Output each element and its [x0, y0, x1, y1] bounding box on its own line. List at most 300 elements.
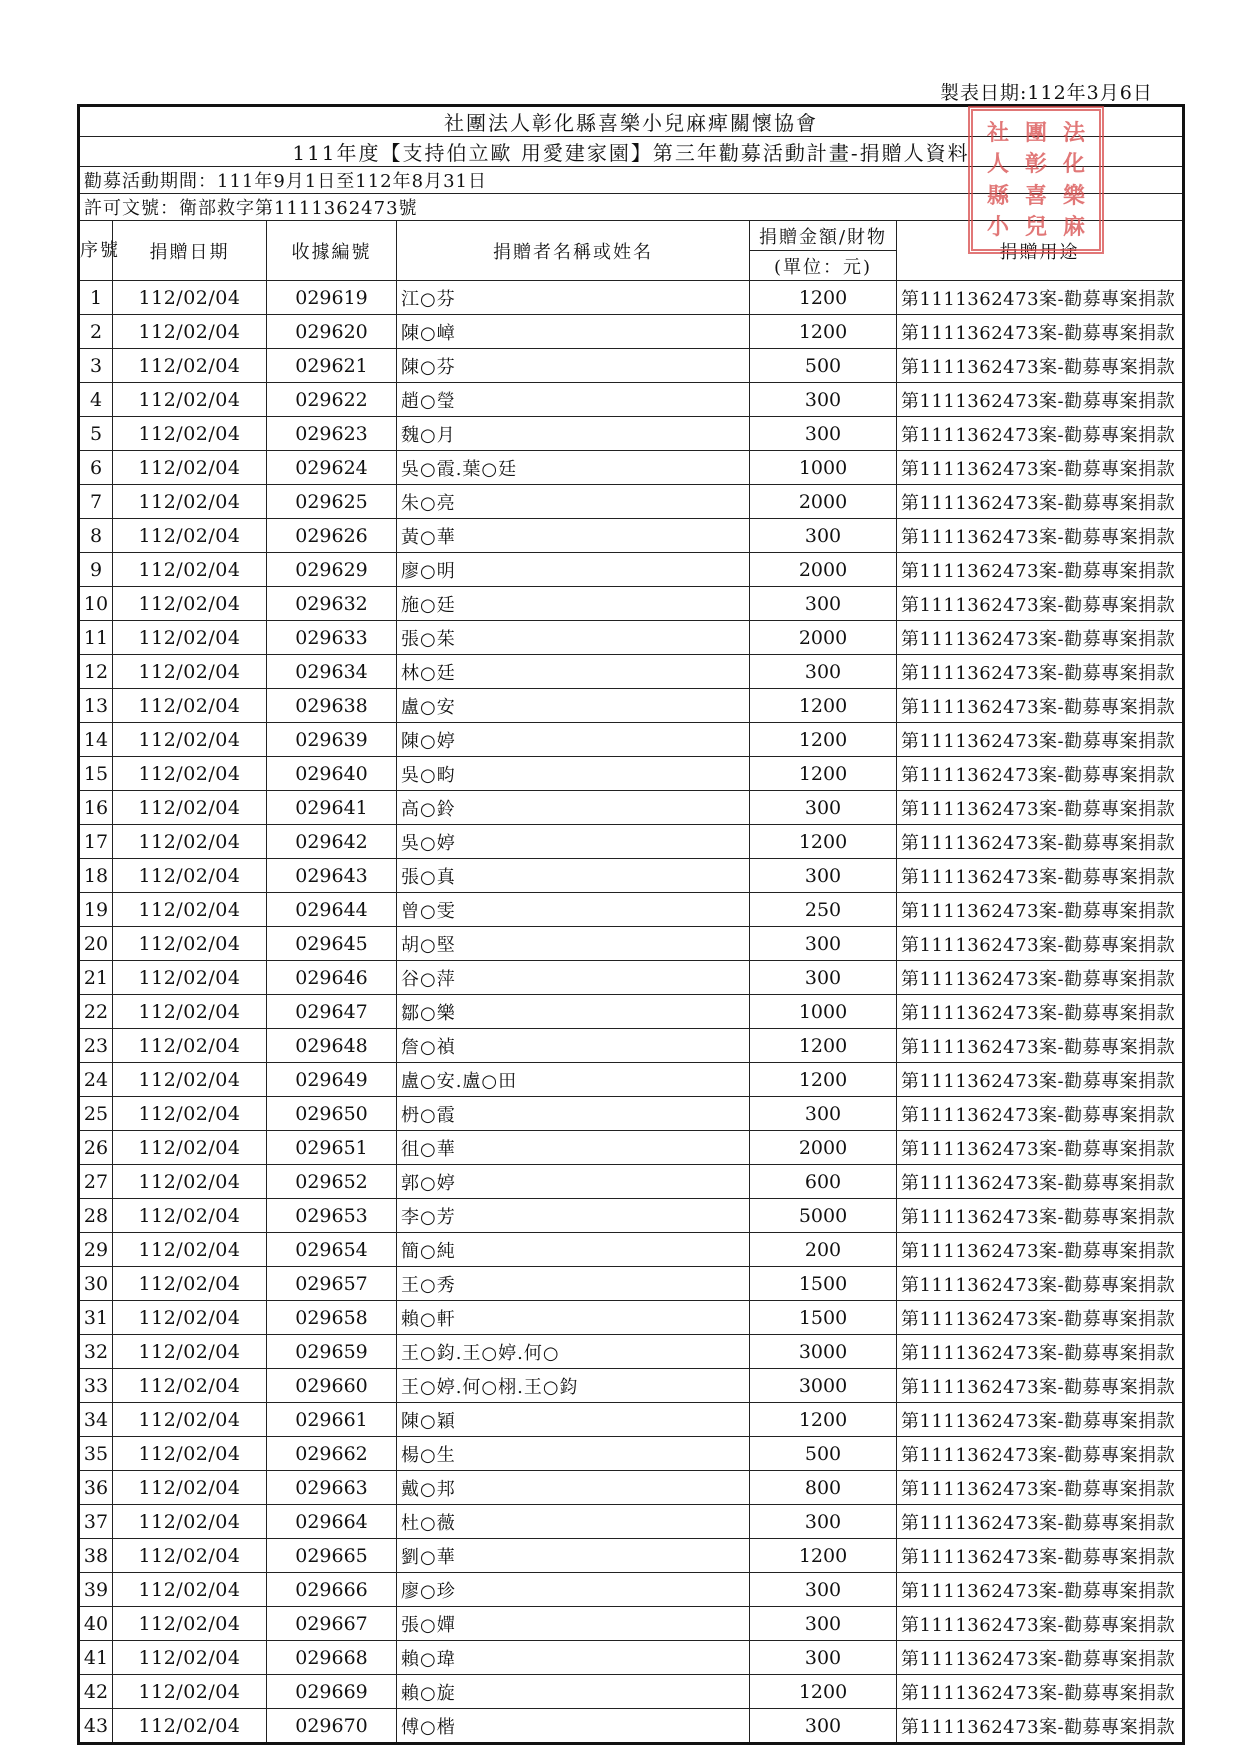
row-date: 112/02/04 — [113, 1097, 267, 1131]
row-seq: 19 — [79, 893, 113, 927]
row-date: 112/02/04 — [113, 1641, 267, 1675]
row-donor-name: 徂○華 — [397, 1131, 750, 1165]
seal-char: 人 — [986, 151, 1009, 178]
row-amount: 1200 — [750, 281, 897, 315]
table-row — [79, 1335, 1184, 1369]
row-purpose: 第1111362473案-勸募專案捐款 — [897, 1267, 1184, 1301]
row-purpose: 第1111362473案-勸募專案捐款 — [897, 1131, 1184, 1165]
row-amount: 300 — [750, 1097, 897, 1131]
row-amount: 1500 — [750, 1267, 897, 1301]
row-seq: 24 — [79, 1063, 113, 1097]
table-row — [79, 451, 1184, 485]
row-receipt: 029653 — [267, 1199, 397, 1233]
table-row — [79, 1505, 1184, 1539]
row-seq: 34 — [79, 1403, 113, 1437]
seal-char: 喜 — [1024, 182, 1047, 209]
row-purpose: 第1111362473案-勸募專案捐款 — [897, 1165, 1184, 1199]
table-row — [79, 587, 1184, 621]
row-receipt: 029623 — [267, 417, 397, 451]
row-amount: 300 — [750, 519, 897, 553]
header-seq-label: 序號 — [80, 239, 120, 261]
row-seq: 3 — [79, 349, 113, 383]
table-row — [79, 893, 1184, 927]
table-row — [79, 1267, 1184, 1301]
table-row — [79, 621, 1184, 655]
row-seq: 27 — [79, 1165, 113, 1199]
row-donor-name: 賴○旋 — [397, 1675, 750, 1709]
row-receipt: 029624 — [267, 451, 397, 485]
row-receipt: 029634 — [267, 655, 397, 689]
row-amount: 300 — [750, 383, 897, 417]
table-row — [79, 1165, 1184, 1199]
table-row — [79, 1607, 1184, 1641]
row-donor-name: 賴○瑋 — [397, 1641, 750, 1675]
row-receipt: 029668 — [267, 1641, 397, 1675]
donor-sheet — [77, 104, 1182, 1745]
row-receipt: 029640 — [267, 757, 397, 791]
row-date: 112/02/04 — [113, 995, 267, 1029]
row-purpose: 第1111362473案-勸募專案捐款 — [897, 1437, 1184, 1471]
table-row — [79, 315, 1184, 349]
table-row — [79, 1233, 1184, 1267]
row-seq: 32 — [79, 1335, 113, 1369]
row-donor-name: 張○茱 — [397, 621, 750, 655]
row-donor-name: 廖○珍 — [397, 1573, 750, 1607]
row-date: 112/02/04 — [113, 1607, 267, 1641]
row-amount: 1200 — [750, 1675, 897, 1709]
row-date: 112/02/04 — [113, 1437, 267, 1471]
row-seq: 9 — [79, 553, 113, 587]
row-seq: 40 — [79, 1607, 113, 1641]
row-receipt: 029654 — [267, 1233, 397, 1267]
seal-char: 團 — [1024, 119, 1047, 146]
row-receipt: 029667 — [267, 1607, 397, 1641]
row-amount: 300 — [750, 1573, 897, 1607]
row-receipt: 029629 — [267, 553, 397, 587]
row-seq: 7 — [79, 485, 113, 519]
row-amount: 1200 — [750, 1403, 897, 1437]
row-date: 112/02/04 — [113, 1573, 267, 1607]
row-receipt: 029639 — [267, 723, 397, 757]
row-donor-name: 林○廷 — [397, 655, 750, 689]
table-row — [79, 825, 1184, 859]
row-purpose: 第1111362473案-勸募專案捐款 — [897, 1369, 1184, 1403]
row-date: 112/02/04 — [113, 723, 267, 757]
row-receipt: 029650 — [267, 1097, 397, 1131]
row-purpose: 第1111362473案-勸募專案捐款 — [897, 893, 1184, 927]
row-date: 112/02/04 — [113, 519, 267, 553]
row-donor-name: 李○芳 — [397, 1199, 750, 1233]
row-seq: 18 — [79, 859, 113, 893]
org-title: 社團法人彰化縣喜樂小兒麻痺關懷協會 — [79, 106, 1184, 137]
row-donor-name: 傅○楷 — [397, 1709, 750, 1744]
row-receipt: 029660 — [267, 1369, 397, 1403]
row-date: 112/02/04 — [113, 417, 267, 451]
row-amount: 2000 — [750, 621, 897, 655]
row-amount: 300 — [750, 791, 897, 825]
row-receipt: 029649 — [267, 1063, 397, 1097]
row-receipt: 029658 — [267, 1301, 397, 1335]
row-receipt: 029647 — [267, 995, 397, 1029]
row-amount: 3000 — [750, 1335, 897, 1369]
seal-char: 社 — [986, 119, 1009, 146]
row-amount: 300 — [750, 1607, 897, 1641]
seal-char: 彰 — [1024, 151, 1047, 178]
seal-char: 法 — [1062, 119, 1085, 146]
row-purpose: 第1111362473案-勸募專案捐款 — [897, 553, 1184, 587]
row-receipt: 029662 — [267, 1437, 397, 1471]
row-donor-name: 江○芬 — [397, 281, 750, 315]
row-purpose: 第1111362473案-勸募專案捐款 — [897, 1641, 1184, 1675]
row-date: 112/02/04 — [113, 587, 267, 621]
row-amount: 300 — [750, 1641, 897, 1675]
row-date: 112/02/04 — [113, 655, 267, 689]
table-row — [79, 1301, 1184, 1335]
row-receipt: 029651 — [267, 1131, 397, 1165]
row-seq: 37 — [79, 1505, 113, 1539]
row-seq: 12 — [79, 655, 113, 689]
row-amount: 1200 — [750, 757, 897, 791]
row-donor-name: 盧○安 — [397, 689, 750, 723]
row-date: 112/02/04 — [113, 1301, 267, 1335]
row-donor-name: 施○廷 — [397, 587, 750, 621]
row-seq: 16 — [79, 791, 113, 825]
row-receipt: 029633 — [267, 621, 397, 655]
row-seq: 43 — [79, 1709, 113, 1744]
row-amount: 300 — [750, 1505, 897, 1539]
table-row — [79, 1369, 1184, 1403]
row-donor-name: 杜○薇 — [397, 1505, 750, 1539]
row-receipt: 029652 — [267, 1165, 397, 1199]
table-row — [79, 553, 1184, 587]
row-date: 112/02/04 — [113, 1403, 267, 1437]
row-donor-name: 谷○萍 — [397, 961, 750, 995]
row-purpose: 第1111362473案-勸募專案捐款 — [897, 281, 1184, 315]
table-row — [79, 689, 1184, 723]
table-row — [79, 1471, 1184, 1505]
header-purpose: 捐贈用途 — [897, 221, 1184, 281]
row-donor-name: 鄒○樂 — [397, 995, 750, 1029]
row-amount: 200 — [750, 1233, 897, 1267]
seal-char: 麻 — [1062, 214, 1085, 241]
row-amount: 500 — [750, 1437, 897, 1471]
table-row — [79, 791, 1184, 825]
row-date: 112/02/04 — [113, 621, 267, 655]
row-date: 112/02/04 — [113, 1267, 267, 1301]
row-purpose: 第1111362473案-勸募專案捐款 — [897, 655, 1184, 689]
row-amount: 1200 — [750, 825, 897, 859]
row-receipt: 029670 — [267, 1709, 397, 1744]
row-amount: 1200 — [750, 1063, 897, 1097]
row-seq: 2 — [79, 315, 113, 349]
row-purpose: 第1111362473案-勸募專案捐款 — [897, 1471, 1184, 1505]
row-receipt: 029643 — [267, 859, 397, 893]
row-purpose: 第1111362473案-勸募專案捐款 — [897, 791, 1184, 825]
header-date: 捐贈日期 — [113, 221, 267, 281]
row-donor-name: 曾○雯 — [397, 893, 750, 927]
row-purpose: 第1111362473案-勸募專案捐款 — [897, 1675, 1184, 1709]
row-amount: 300 — [750, 961, 897, 995]
row-amount: 300 — [750, 1709, 897, 1744]
row-amount: 600 — [750, 1165, 897, 1199]
row-purpose: 第1111362473案-勸募專案捐款 — [897, 723, 1184, 757]
header-donor: 捐贈者名稱或姓名 — [397, 221, 750, 281]
row-receipt: 029648 — [267, 1029, 397, 1063]
row-receipt: 029638 — [267, 689, 397, 723]
table-row — [79, 995, 1184, 1029]
table-row — [79, 859, 1184, 893]
row-receipt: 029664 — [267, 1505, 397, 1539]
row-seq: 42 — [79, 1675, 113, 1709]
row-donor-name: 高○鈴 — [397, 791, 750, 825]
table-row — [79, 757, 1184, 791]
table-row — [79, 281, 1184, 315]
row-seq: 29 — [79, 1233, 113, 1267]
row-purpose: 第1111362473案-勸募專案捐款 — [897, 1063, 1184, 1097]
row-date: 112/02/04 — [113, 315, 267, 349]
row-seq: 22 — [79, 995, 113, 1029]
row-receipt: 029666 — [267, 1573, 397, 1607]
row-donor-name: 陳○芬 — [397, 349, 750, 383]
row-date: 112/02/04 — [113, 1709, 267, 1744]
row-date: 112/02/04 — [113, 1335, 267, 1369]
plan-title: 111年度【支持伯立歐 用愛建家園】第三年勸募活動計畫-捐贈人資料 — [79, 137, 1184, 167]
row-seq: 20 — [79, 927, 113, 961]
row-date: 112/02/04 — [113, 859, 267, 893]
row-amount: 300 — [750, 587, 897, 621]
table-row — [79, 1437, 1184, 1471]
row-purpose: 第1111362473案-勸募專案捐款 — [897, 1335, 1184, 1369]
row-receipt: 029620 — [267, 315, 397, 349]
table-row — [79, 1641, 1184, 1675]
row-donor-name: 趙○瑩 — [397, 383, 750, 417]
row-seq: 21 — [79, 961, 113, 995]
row-donor-name: 陳○穎 — [397, 1403, 750, 1437]
row-seq: 33 — [79, 1369, 113, 1403]
row-purpose: 第1111362473案-勸募專案捐款 — [897, 1607, 1184, 1641]
row-receipt: 029657 — [267, 1267, 397, 1301]
row-date: 112/02/04 — [113, 825, 267, 859]
row-seq: 11 — [79, 621, 113, 655]
row-purpose: 第1111362473案-勸募專案捐款 — [897, 349, 1184, 383]
table-row — [79, 1709, 1184, 1744]
seal-char: 兒 — [1024, 214, 1047, 241]
row-seq: 6 — [79, 451, 113, 485]
table-row — [79, 927, 1184, 961]
row-purpose: 第1111362473案-勸募專案捐款 — [897, 485, 1184, 519]
row-date: 112/02/04 — [113, 1675, 267, 1709]
row-date: 112/02/04 — [113, 791, 267, 825]
row-purpose: 第1111362473案-勸募專案捐款 — [897, 1233, 1184, 1267]
seal-char: 化 — [1062, 151, 1085, 178]
row-date: 112/02/04 — [113, 1505, 267, 1539]
row-donor-name: 黃○華 — [397, 519, 750, 553]
row-amount: 2000 — [750, 1131, 897, 1165]
row-amount: 1000 — [750, 995, 897, 1029]
table-row — [79, 655, 1184, 689]
row-purpose: 第1111362473案-勸募專案捐款 — [897, 1403, 1184, 1437]
row-seq: 25 — [79, 1097, 113, 1131]
row-donor-name: 劉○華 — [397, 1539, 750, 1573]
row-donor-name: 陳○婷 — [397, 723, 750, 757]
row-amount: 2000 — [750, 485, 897, 519]
row-amount: 5000 — [750, 1199, 897, 1233]
table-row — [79, 417, 1184, 451]
row-purpose: 第1111362473案-勸募專案捐款 — [897, 587, 1184, 621]
header-receipt: 收據編號 — [267, 221, 397, 281]
permit-number: 許可文號：衛部救字第1111362473號 — [79, 194, 1184, 221]
row-receipt: 029626 — [267, 519, 397, 553]
header-amount: 捐贈金額/財物 — [750, 221, 897, 251]
row-donor-name: 盧○安.盧○田 — [397, 1063, 750, 1097]
row-receipt: 029665 — [267, 1539, 397, 1573]
row-seq: 23 — [79, 1029, 113, 1063]
seal-char: 小 — [986, 214, 1009, 241]
row-donor-name: 陳○嶂 — [397, 315, 750, 349]
row-date: 112/02/04 — [113, 961, 267, 995]
row-amount: 1200 — [750, 689, 897, 723]
row-donor-name: 張○嬋 — [397, 1607, 750, 1641]
row-receipt: 029645 — [267, 927, 397, 961]
row-date: 112/02/04 — [113, 281, 267, 315]
header-unit: (單位：元) — [750, 251, 897, 281]
row-purpose: 第1111362473案-勸募專案捐款 — [897, 961, 1184, 995]
row-date: 112/02/04 — [113, 1165, 267, 1199]
row-receipt: 029646 — [267, 961, 397, 995]
row-date: 112/02/04 — [113, 1131, 267, 1165]
row-amount: 1500 — [750, 1301, 897, 1335]
row-purpose: 第1111362473案-勸募專案捐款 — [897, 383, 1184, 417]
table-row — [79, 485, 1184, 519]
row-purpose: 第1111362473案-勸募專案捐款 — [897, 451, 1184, 485]
row-seq: 35 — [79, 1437, 113, 1471]
row-donor-name: 賴○軒 — [397, 1301, 750, 1335]
row-seq: 39 — [79, 1573, 113, 1607]
table-row — [79, 1199, 1184, 1233]
row-donor-name: 朱○亮 — [397, 485, 750, 519]
row-purpose: 第1111362473案-勸募專案捐款 — [897, 1709, 1184, 1744]
row-date: 112/02/04 — [113, 451, 267, 485]
row-seq: 38 — [79, 1539, 113, 1573]
table-row — [79, 1097, 1184, 1131]
table-row — [79, 519, 1184, 553]
row-receipt: 029641 — [267, 791, 397, 825]
row-seq: 1 — [79, 281, 113, 315]
row-receipt: 029622 — [267, 383, 397, 417]
row-seq: 5 — [79, 417, 113, 451]
row-donor-name: 吳○霞.葉○廷 — [397, 451, 750, 485]
row-purpose: 第1111362473案-勸募專案捐款 — [897, 859, 1184, 893]
row-date: 112/02/04 — [113, 1539, 267, 1573]
row-receipt: 029642 — [267, 825, 397, 859]
row-seq: 14 — [79, 723, 113, 757]
row-date: 112/02/04 — [113, 927, 267, 961]
table-row — [79, 349, 1184, 383]
row-date: 112/02/04 — [113, 757, 267, 791]
row-amount: 800 — [750, 1471, 897, 1505]
table-row — [79, 1403, 1184, 1437]
table-row — [79, 1539, 1184, 1573]
row-amount: 300 — [750, 859, 897, 893]
table-row — [79, 1063, 1184, 1097]
row-date: 112/02/04 — [113, 1471, 267, 1505]
row-date: 112/02/04 — [113, 1233, 267, 1267]
made-date: 製表日期:112年3月6日 — [940, 82, 1153, 104]
row-date: 112/02/04 — [113, 1369, 267, 1403]
row-purpose: 第1111362473案-勸募專案捐款 — [897, 689, 1184, 723]
row-amount: 2000 — [750, 553, 897, 587]
row-purpose: 第1111362473案-勸募專案捐款 — [897, 417, 1184, 451]
row-purpose: 第1111362473案-勸募專案捐款 — [897, 1097, 1184, 1131]
row-seq: 17 — [79, 825, 113, 859]
row-amount: 500 — [750, 349, 897, 383]
row-purpose: 第1111362473案-勸募專案捐款 — [897, 1301, 1184, 1335]
row-date: 112/02/04 — [113, 485, 267, 519]
row-amount: 1000 — [750, 451, 897, 485]
campaign-period: 勸募活動期間：111年9月1日至112年8月31日 — [79, 167, 1184, 194]
row-donor-name: 胡○堅 — [397, 927, 750, 961]
row-receipt: 029632 — [267, 587, 397, 621]
row-date: 112/02/04 — [113, 1199, 267, 1233]
table-row — [79, 1675, 1184, 1709]
row-amount: 1200 — [750, 723, 897, 757]
row-donor-name: 王○鈞.王○婷.何○ — [397, 1335, 750, 1369]
row-donor-name: 魏○月 — [397, 417, 750, 451]
row-date: 112/02/04 — [113, 1029, 267, 1063]
row-receipt: 029659 — [267, 1335, 397, 1369]
row-amount: 1200 — [750, 1539, 897, 1573]
table-row — [79, 1131, 1184, 1165]
row-purpose: 第1111362473案-勸募專案捐款 — [897, 927, 1184, 961]
row-donor-name: 枬○霞 — [397, 1097, 750, 1131]
row-donor-name: 張○真 — [397, 859, 750, 893]
row-seq: 4 — [79, 383, 113, 417]
row-purpose: 第1111362473案-勸募專案捐款 — [897, 1029, 1184, 1063]
row-date: 112/02/04 — [113, 383, 267, 417]
row-date: 112/02/04 — [113, 689, 267, 723]
row-amount: 300 — [750, 655, 897, 689]
row-receipt: 029621 — [267, 349, 397, 383]
row-seq: 31 — [79, 1301, 113, 1335]
row-donor-name: 王○婷.何○栩.王○鈞 — [397, 1369, 750, 1403]
row-seq: 28 — [79, 1199, 113, 1233]
row-seq: 10 — [79, 587, 113, 621]
row-donor-name: 戴○邦 — [397, 1471, 750, 1505]
row-purpose: 第1111362473案-勸募專案捐款 — [897, 825, 1184, 859]
row-seq: 36 — [79, 1471, 113, 1505]
row-receipt: 029619 — [267, 281, 397, 315]
row-receipt: 029661 — [267, 1403, 397, 1437]
row-purpose: 第1111362473案-勸募專案捐款 — [897, 995, 1184, 1029]
row-date: 112/02/04 — [113, 1063, 267, 1097]
row-purpose: 第1111362473案-勸募專案捐款 — [897, 757, 1184, 791]
seal-char: 樂 — [1062, 182, 1085, 209]
row-receipt: 029669 — [267, 1675, 397, 1709]
row-donor-name: 王○秀 — [397, 1267, 750, 1301]
row-date: 112/02/04 — [113, 893, 267, 927]
row-amount: 3000 — [750, 1369, 897, 1403]
row-donor-name: 簡○純 — [397, 1233, 750, 1267]
row-purpose: 第1111362473案-勸募專案捐款 — [897, 519, 1184, 553]
row-seq: 13 — [79, 689, 113, 723]
seal-char: 縣 — [986, 182, 1009, 209]
row-amount: 250 — [750, 893, 897, 927]
row-seq: 41 — [79, 1641, 113, 1675]
row-purpose: 第1111362473案-勸募專案捐款 — [897, 1539, 1184, 1573]
row-receipt: 029663 — [267, 1471, 397, 1505]
row-seq: 30 — [79, 1267, 113, 1301]
donor-rows — [79, 281, 1184, 1744]
